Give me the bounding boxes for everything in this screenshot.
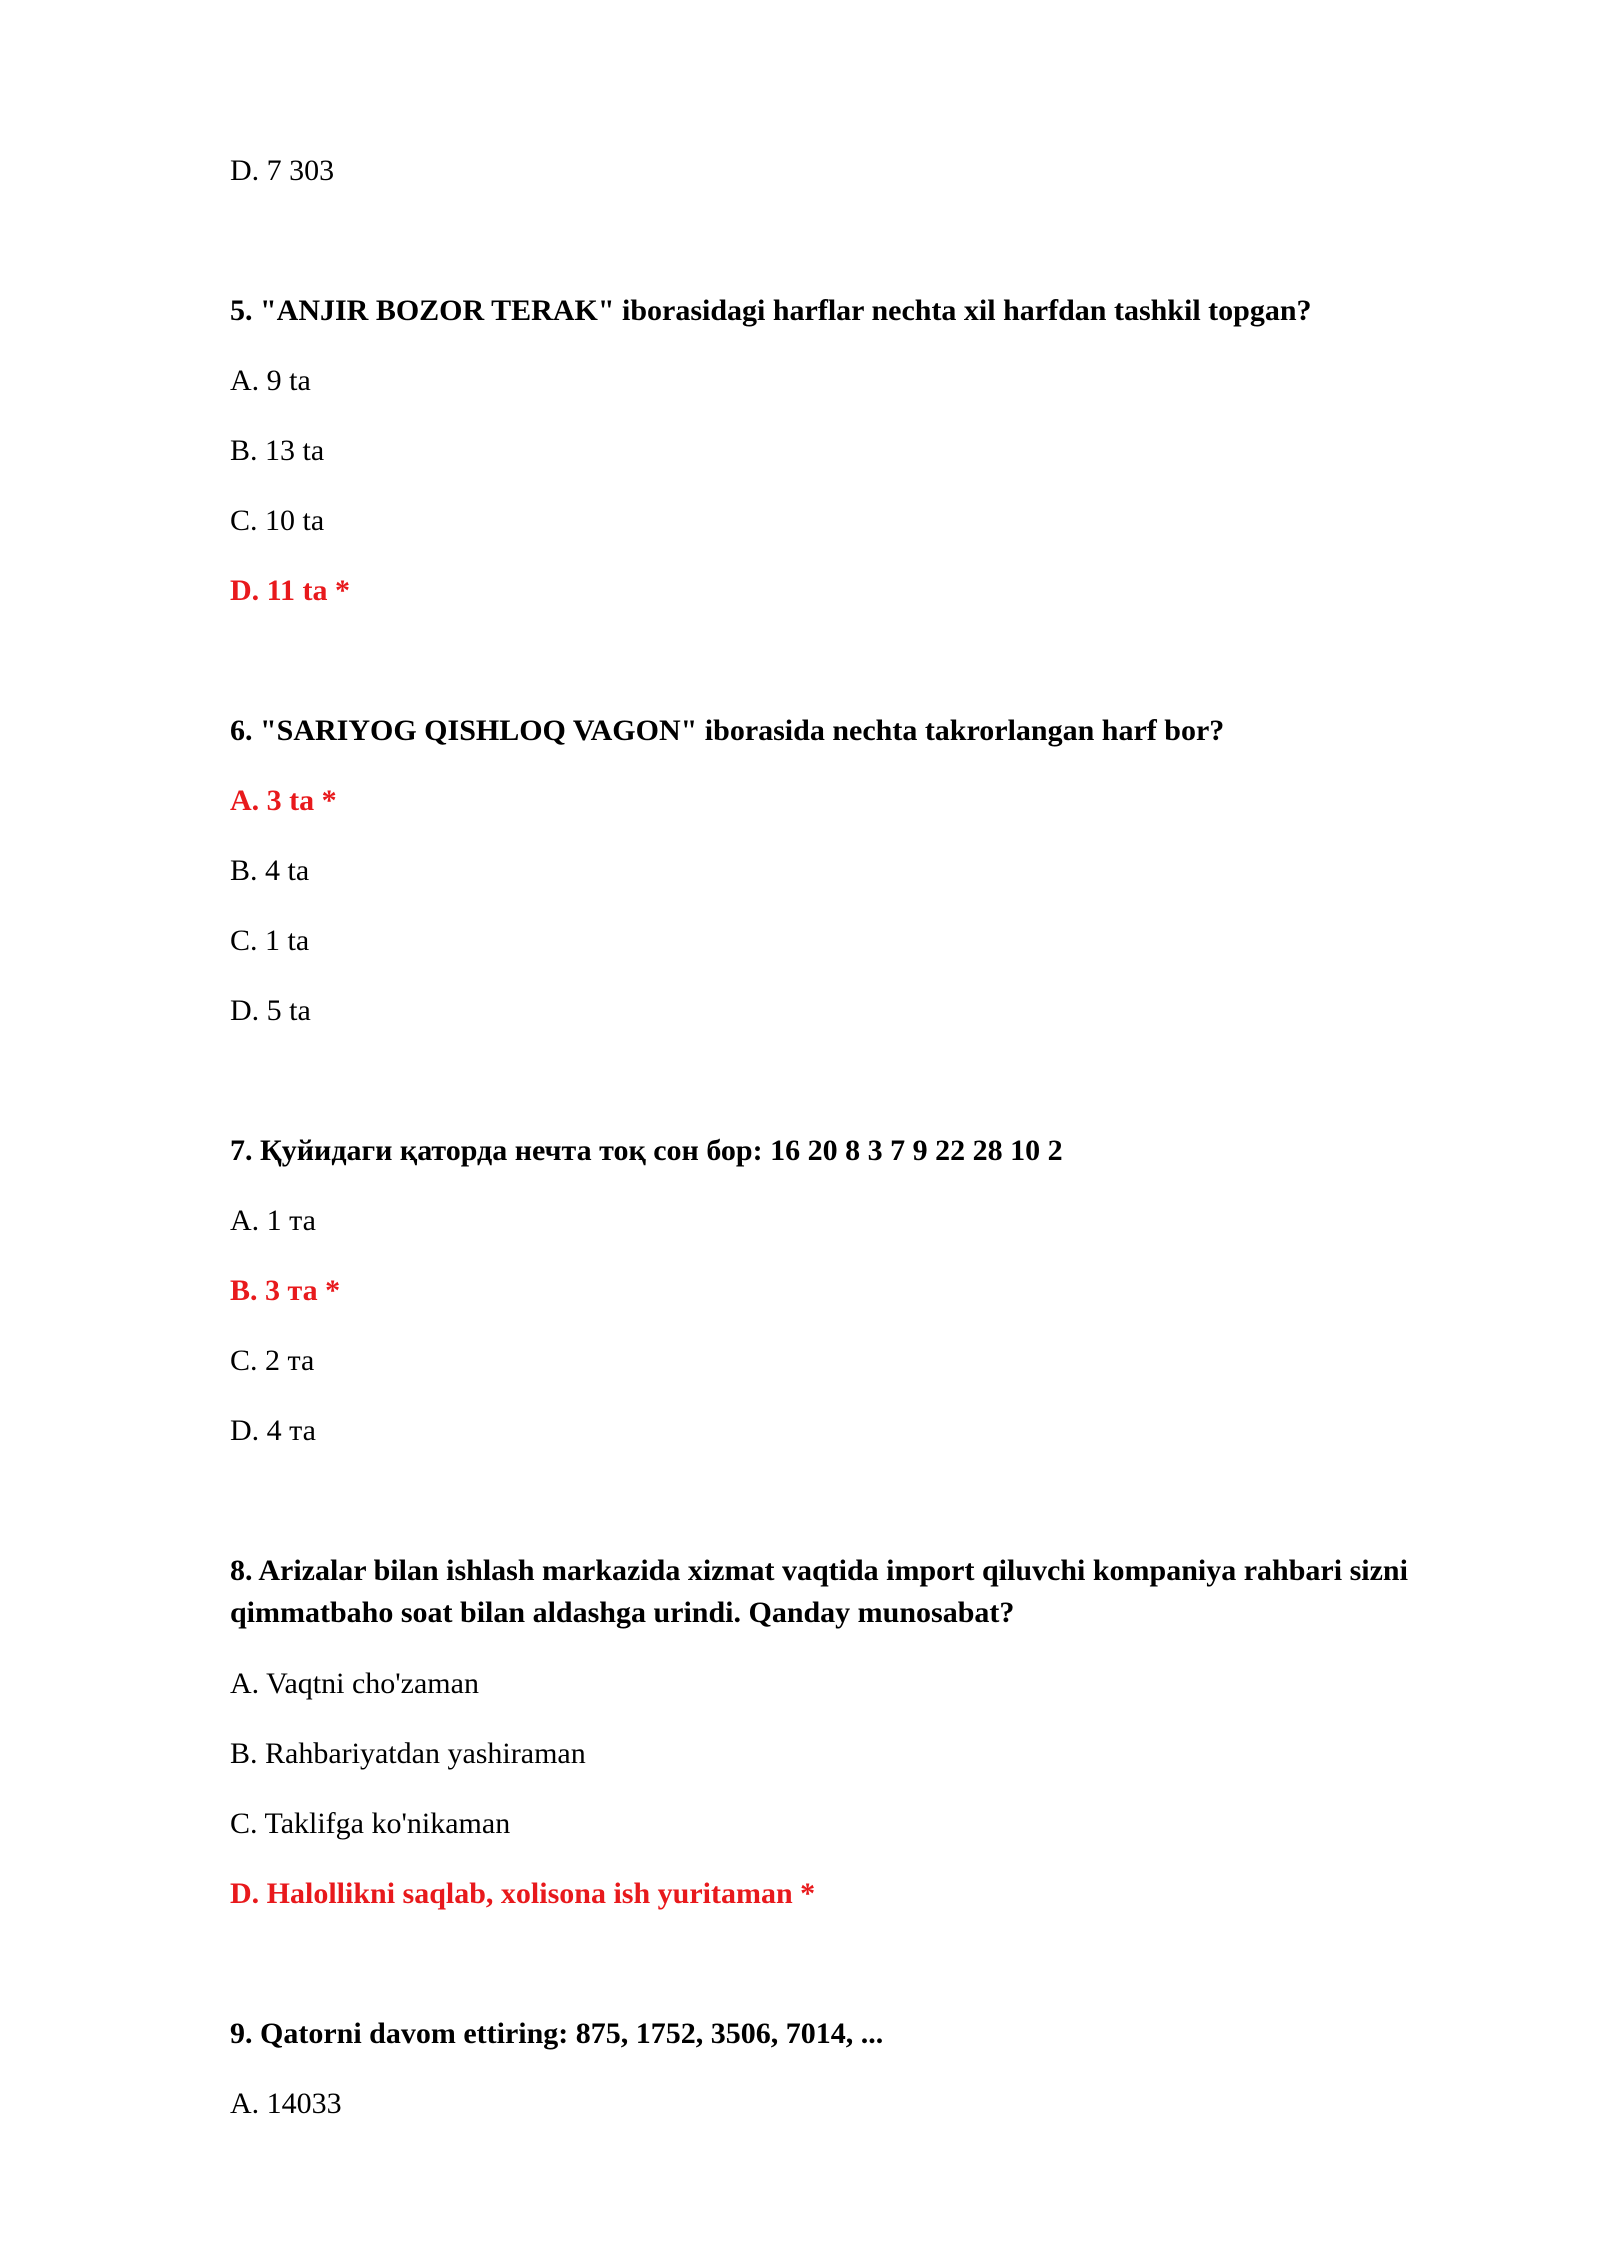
option-6a-correct: A. 3 ta * — [230, 784, 337, 817]
option-5c: C. 10 ta — [230, 504, 325, 537]
option-5a: A. 9 ta — [230, 364, 311, 397]
question-9: 9. Qatorni davom ettiring: 875, 1752, 3506, 7014, ... — [230, 2017, 884, 2050]
question-7: 7. Қуйидаги қаторда нечта тоқ сон бор: 16 20 8 3 7 9 22 28 10 2 — [230, 1134, 1063, 1167]
question-8: 8. Arizalar bilan ishlash markazida xizmat vaqtida import qiluvchi kompaniya rahbari sizni qimmatbaho soat bilan aldashga urindi. Qanday munosabat? — [230, 1554, 1408, 1629]
option-6b: B. 4 ta — [230, 854, 310, 887]
option-4d: D. 7 303 — [230, 154, 335, 187]
question-5: 5. "ANJIR BOZOR TERAK" iborasidagi harflar nechta xil harfdan tashkil topgan? — [230, 294, 1312, 327]
option-5d-correct: D. 11 ta * — [230, 574, 350, 607]
option-5b: B. 13 ta — [230, 434, 325, 467]
option-7d: D. 4 та — [230, 1414, 316, 1447]
option-6d: D. 5 ta — [230, 994, 311, 1027]
option-8b: B. Rahbariyatdan yashiraman — [230, 1737, 586, 1770]
option-7b-correct: B. 3 та * — [230, 1274, 341, 1307]
question-6: 6. "SARIYOG QISHLOQ VAGON" iborasida nechta takrorlangan harf bor? — [230, 714, 1225, 747]
option-7c: C. 2 та — [230, 1344, 315, 1377]
option-9a: A. 14033 — [230, 2087, 342, 2120]
option-7a: A. 1 та — [230, 1204, 316, 1237]
option-8a: A. Vaqtni cho'zaman — [230, 1667, 479, 1700]
option-6c: C. 1 ta — [230, 924, 310, 957]
option-8c: C. Taklifga ko'nikaman — [230, 1807, 511, 1840]
option-8d-correct: D. Halollikni saqlab, xolisona ish yuritaman * — [230, 1877, 816, 1910]
